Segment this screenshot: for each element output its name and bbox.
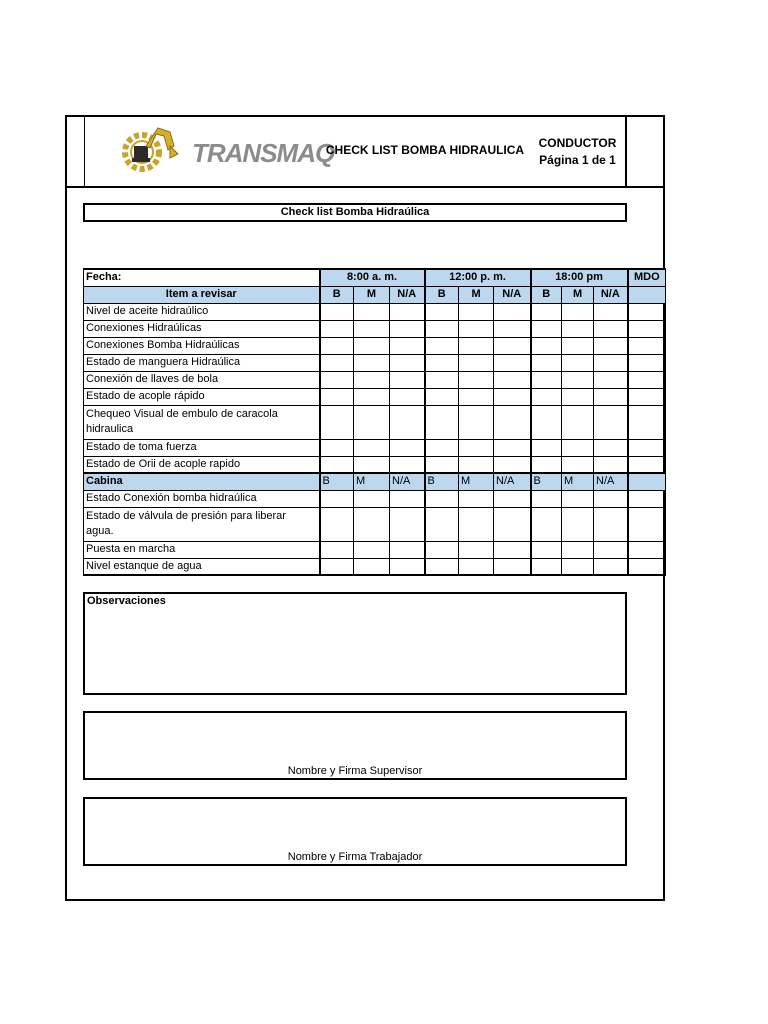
- checklist-item: Estado de válvula de presión para liberar agua.: [84, 507, 320, 541]
- shift-header: 18:00 pm: [531, 269, 628, 286]
- check-cell[interactable]: [354, 507, 390, 541]
- check-cell[interactable]: [320, 507, 354, 541]
- item-header: Item a revisar: [84, 286, 320, 303]
- rating-header: M: [354, 473, 390, 490]
- rating-header: B: [531, 286, 562, 303]
- check-cell[interactable]: [494, 456, 531, 473]
- check-cell[interactable]: [320, 388, 354, 405]
- check-cell[interactable]: [459, 354, 494, 371]
- check-cell[interactable]: [531, 354, 562, 371]
- check-cell[interactable]: [594, 337, 628, 354]
- check-cell[interactable]: [390, 541, 425, 558]
- rating-header: M: [562, 286, 594, 303]
- table-row: [84, 286, 666, 303]
- role-label: CONDUCTOR: [538, 136, 617, 150]
- check-cell[interactable]: [459, 337, 494, 354]
- check-cell[interactable]: [531, 490, 562, 507]
- mdo-cell[interactable]: [628, 303, 666, 320]
- check-cell[interactable]: [459, 490, 494, 507]
- check-cell[interactable]: [562, 303, 594, 320]
- worker-signature-box[interactable]: [83, 797, 627, 866]
- mdo-cell[interactable]: [628, 354, 666, 371]
- check-cell[interactable]: [562, 388, 594, 405]
- check-cell[interactable]: [354, 405, 390, 439]
- check-cell[interactable]: [320, 337, 354, 354]
- mdo-cell[interactable]: [628, 558, 666, 575]
- check-cell[interactable]: [531, 541, 562, 558]
- table-row: [84, 303, 666, 320]
- check-cell[interactable]: [494, 371, 531, 388]
- check-cell[interactable]: [354, 439, 390, 456]
- rating-header: B: [531, 473, 562, 490]
- mdo-cell[interactable]: [628, 541, 666, 558]
- check-cell[interactable]: [562, 558, 594, 575]
- check-cell[interactable]: [425, 541, 459, 558]
- header-left-cell: [65, 115, 85, 187]
- checklist-item: Estado de manguera Hidraúlica: [84, 354, 320, 371]
- check-cell[interactable]: [494, 388, 531, 405]
- fecha-label: Fecha:: [84, 269, 320, 286]
- checklist-item: Estado de Orii de acople rapido: [84, 456, 320, 473]
- check-cell[interactable]: [425, 507, 459, 541]
- check-cell[interactable]: [531, 405, 562, 439]
- table-row: [84, 269, 666, 286]
- checklist-item: Estado Conexión bomba hidraúlica: [84, 490, 320, 507]
- checklist-item: Estado de toma fuerza: [84, 439, 320, 456]
- document-title: CHECK LIST BOMBA HIDRAULICA: [325, 143, 525, 157]
- check-cell[interactable]: [320, 439, 354, 456]
- header-right-divider: [625, 115, 627, 187]
- check-cell[interactable]: [390, 405, 425, 439]
- check-cell[interactable]: [320, 490, 354, 507]
- check-cell[interactable]: [425, 558, 459, 575]
- check-cell[interactable]: [594, 439, 628, 456]
- check-cell[interactable]: [494, 490, 531, 507]
- check-cell[interactable]: [494, 507, 531, 541]
- check-cell[interactable]: [562, 490, 594, 507]
- check-cell[interactable]: [494, 303, 531, 320]
- check-cell[interactable]: [562, 439, 594, 456]
- check-cell[interactable]: [425, 439, 459, 456]
- rating-header: N/A: [594, 286, 628, 303]
- checklist-item: Nivel de aceite hidraúlico: [84, 303, 320, 320]
- role-block: [530, 135, 625, 169]
- check-cell[interactable]: [594, 507, 628, 541]
- table-row: [84, 456, 666, 473]
- shift-header: 8:00 a. m.: [320, 269, 425, 286]
- checklist-item: Conexiones Bomba Hidraúlicas: [84, 337, 320, 354]
- check-cell[interactable]: [390, 507, 425, 541]
- check-cell[interactable]: [354, 490, 390, 507]
- table-row: [84, 541, 666, 558]
- check-cell[interactable]: [390, 439, 425, 456]
- check-cell[interactable]: [390, 337, 425, 354]
- checklist-item: Conexión de llaves de bola: [84, 371, 320, 388]
- table-row: [84, 507, 666, 541]
- rating-header: M: [459, 286, 494, 303]
- check-cell[interactable]: [459, 456, 494, 473]
- table-row: [84, 405, 666, 439]
- observaciones-label: Observaciones: [87, 595, 166, 607]
- transmaq-logo: [120, 120, 335, 184]
- check-cell[interactable]: [594, 541, 628, 558]
- check-cell[interactable]: [459, 541, 494, 558]
- check-cell[interactable]: [594, 405, 628, 439]
- rating-header: M: [354, 286, 390, 303]
- check-cell[interactable]: [562, 320, 594, 337]
- check-cell[interactable]: [594, 490, 628, 507]
- rating-header: B: [320, 473, 354, 490]
- check-cell[interactable]: [390, 354, 425, 371]
- check-cell[interactable]: [354, 456, 390, 473]
- check-cell[interactable]: [390, 371, 425, 388]
- check-cell[interactable]: [320, 541, 354, 558]
- table-row: [84, 558, 666, 575]
- check-cell[interactable]: [425, 405, 459, 439]
- table-row: [84, 388, 666, 405]
- checklist-item: Nivel estanque de agua: [84, 558, 320, 575]
- check-cell[interactable]: [562, 337, 594, 354]
- check-cell[interactable]: [494, 320, 531, 337]
- check-cell[interactable]: [562, 354, 594, 371]
- mdo-cell: [628, 473, 666, 490]
- mdo-cell[interactable]: [628, 456, 666, 473]
- table-row: [84, 490, 666, 507]
- check-cell[interactable]: [320, 405, 354, 439]
- check-cell[interactable]: [425, 320, 459, 337]
- check-cell[interactable]: [354, 303, 390, 320]
- check-cell[interactable]: [425, 456, 459, 473]
- check-cell[interactable]: [354, 320, 390, 337]
- rating-header: B: [425, 473, 459, 490]
- rating-header: N/A: [594, 473, 628, 490]
- logo-wordmark: TRANSMAQ: [192, 138, 335, 168]
- check-cell[interactable]: [494, 439, 531, 456]
- table-row: [84, 473, 666, 490]
- check-cell[interactable]: [531, 337, 562, 354]
- check-cell[interactable]: [354, 337, 390, 354]
- mdo-cell[interactable]: [628, 507, 666, 541]
- check-cell[interactable]: [562, 405, 594, 439]
- mdo-cell[interactable]: [628, 337, 666, 354]
- check-cell[interactable]: [320, 371, 354, 388]
- check-cell[interactable]: [425, 303, 459, 320]
- check-cell[interactable]: [320, 303, 354, 320]
- check-cell[interactable]: [390, 558, 425, 575]
- table-row: [84, 337, 666, 354]
- gear-excavator-icon: [125, 128, 178, 169]
- check-cell[interactable]: [531, 507, 562, 541]
- check-cell[interactable]: [494, 558, 531, 575]
- check-cell[interactable]: [494, 337, 531, 354]
- check-cell[interactable]: [354, 371, 390, 388]
- mdo-cell[interactable]: [628, 439, 666, 456]
- rating-header: B: [320, 286, 354, 303]
- check-cell[interactable]: [531, 371, 562, 388]
- check-cell[interactable]: [459, 507, 494, 541]
- check-cell[interactable]: [594, 320, 628, 337]
- observaciones-box[interactable]: [83, 592, 627, 695]
- check-cell[interactable]: [562, 541, 594, 558]
- check-cell[interactable]: [594, 303, 628, 320]
- check-cell[interactable]: [531, 320, 562, 337]
- check-cell[interactable]: [531, 439, 562, 456]
- cabina-label: Cabina: [84, 473, 320, 490]
- check-cell[interactable]: [390, 490, 425, 507]
- check-cell[interactable]: [459, 405, 494, 439]
- check-cell[interactable]: [494, 354, 531, 371]
- shift-header: 12:00 p. m.: [425, 269, 531, 286]
- checklist-item: Estado de acople rápido: [84, 388, 320, 405]
- worker-signature-label: Nombre y Firma Trabajador: [287, 851, 423, 863]
- check-cell[interactable]: [354, 388, 390, 405]
- rating-header: N/A: [494, 286, 531, 303]
- mdo-cell: [628, 286, 666, 303]
- table-row: [84, 439, 666, 456]
- rating-header: N/A: [390, 286, 425, 303]
- check-cell[interactable]: [354, 558, 390, 575]
- check-cell[interactable]: [594, 456, 628, 473]
- mdo-cell[interactable]: [628, 320, 666, 337]
- check-cell[interactable]: [390, 320, 425, 337]
- check-cell[interactable]: [390, 456, 425, 473]
- check-cell[interactable]: [459, 320, 494, 337]
- rating-header: N/A: [494, 473, 531, 490]
- check-cell[interactable]: [425, 337, 459, 354]
- check-cell[interactable]: [562, 507, 594, 541]
- check-cell[interactable]: [320, 558, 354, 575]
- table-row: [84, 320, 666, 337]
- check-cell[interactable]: [594, 354, 628, 371]
- check-cell[interactable]: [425, 354, 459, 371]
- check-cell[interactable]: [459, 558, 494, 575]
- checklist-table: [83, 268, 666, 576]
- check-cell[interactable]: [562, 456, 594, 473]
- check-cell[interactable]: [425, 388, 459, 405]
- check-cell[interactable]: [594, 388, 628, 405]
- table-row: [84, 371, 666, 388]
- check-cell[interactable]: [531, 558, 562, 575]
- rating-header: M: [459, 473, 494, 490]
- check-cell[interactable]: [531, 303, 562, 320]
- check-cell[interactable]: [459, 371, 494, 388]
- check-cell[interactable]: [494, 405, 531, 439]
- check-cell[interactable]: [425, 371, 459, 388]
- checklist-subtitle: Check list Bomba Hidraúlica: [83, 203, 627, 222]
- checklist-item: Chequeo Visual de embulo de caracola hidraulica: [84, 405, 320, 439]
- rating-header: B: [425, 286, 459, 303]
- page-indicator: Página 1 de 1: [539, 153, 616, 167]
- checklist-item: Conexiones Hidraúlicas: [84, 320, 320, 337]
- mdo-cell[interactable]: [628, 490, 666, 507]
- check-cell[interactable]: [390, 303, 425, 320]
- check-cell[interactable]: [494, 541, 531, 558]
- rating-header: N/A: [390, 473, 425, 490]
- check-cell[interactable]: [354, 541, 390, 558]
- check-cell[interactable]: [531, 388, 562, 405]
- header-divider: [65, 186, 665, 188]
- table-row: [84, 354, 666, 371]
- mdo-header: MDO: [628, 269, 666, 286]
- mdo-cell[interactable]: [628, 388, 666, 405]
- check-cell[interactable]: [390, 388, 425, 405]
- check-cell[interactable]: [425, 490, 459, 507]
- check-cell[interactable]: [354, 354, 390, 371]
- supervisor-signature-box[interactable]: [83, 711, 627, 780]
- check-cell[interactable]: [320, 456, 354, 473]
- check-cell[interactable]: [459, 388, 494, 405]
- check-cell[interactable]: [594, 558, 628, 575]
- check-cell[interactable]: [320, 320, 354, 337]
- check-cell[interactable]: [531, 456, 562, 473]
- checklist-item: Puesta en marcha: [84, 541, 320, 558]
- mdo-cell[interactable]: [628, 405, 666, 439]
- check-cell[interactable]: [562, 371, 594, 388]
- mdo-cell[interactable]: [628, 371, 666, 388]
- check-cell[interactable]: [459, 303, 494, 320]
- check-cell[interactable]: [594, 371, 628, 388]
- check-cell[interactable]: [459, 439, 494, 456]
- rating-header: M: [562, 473, 594, 490]
- check-cell[interactable]: [320, 354, 354, 371]
- supervisor-signature-label: Nombre y Firma Supervisor: [287, 765, 423, 777]
